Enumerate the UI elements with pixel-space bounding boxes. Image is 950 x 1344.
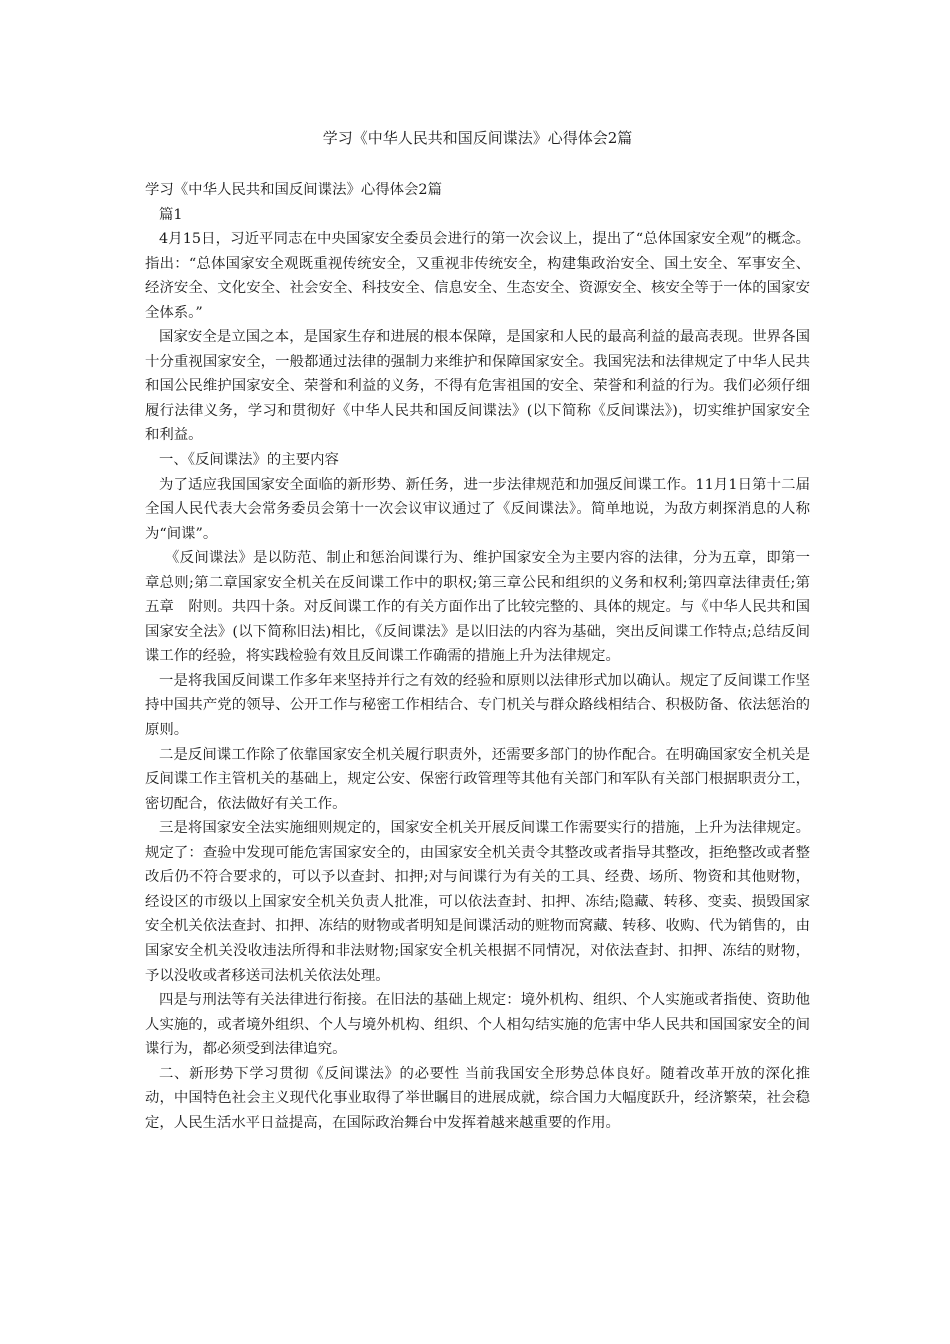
paragraph-6: 二是反间谍工作除了依靠国家安全机关履行职责外，还需要多部门的协作配合。在明确国家安全机关是反间谍工作主管机关的基础上，规定公安、保密行政管理等其他有关部门和军队有关部门根据职责分工，密切配合，依法做好有关工作。 [145, 746, 810, 812]
section-heading-1: 一、《反间谍法》的主要内容 [159, 452, 339, 469]
part-label: 篇1 [159, 206, 183, 223]
document-body [145, 178, 810, 1135]
paragraph-2: 国家安全是立国之本，是国家生存和进展的根本保障，是国家和人民的最高利益的最高表现。世界各国十分重视国家安全，一般都通过法律的强制力来维护和保障国家安全。我国宪法和法律规定了中华人民共和国公民维护国家安全、荣誉和利益的义务，不得有危害祖国的安全、荣誉和利益的行为。我们必须仔细履行法律义务，学习和贯彻好《中华人民共和国反间谍法》(以下简称《反间谍法》)，切实维护国家安全和利益。 [145, 329, 810, 444]
paragraph-9: 二、新形势下学习贯彻《反间谍法》的必要性 当前我国安全形势总体良好。随着改革开放的深化推动，中国特色社会主义现代化事业取得了举世瞩目的进展成就，综合国力大幅度跃升，经济繁荣，社会稳定，人民生活水平日益提高，在国际政治舞台中发挥着越来越重要的作用。 [145, 1065, 810, 1131]
paragraph-3: 为了适应我国国家安全面临的新形势、新任务，进一步法律规范和加强反间谍工作。11月1日第十二届全国人民代表大会常务委员会第十一次会议审议通过了《反间谍法》。简单地说，为敌方刺探消息的人称为“间谍”。 [145, 476, 810, 542]
paragraph-1: 4月15日，习近平同志在中央国家安全委员会进行的第一次会议上，提出了“总体国家安全观”的概念。指出：“总体国家安全观既重视传统安全，又重视非传统安全，构建集政治安全、国土安全、军事安全、经济安全、文化安全、社会安全、科技安全、信息安全、生态安全、资源安全、核安全等于一体的国家安全体系。” [145, 231, 810, 321]
document-title: 学习《中华人民共和国反间谍法》心得体会2篇 [322, 129, 633, 147]
paragraph-7: 三是将国家安全法实施细则规定的，国家安全机关开展反间谍工作需要实行的措施，上升为法律规定。规定了：查验中发现可能危害国家安全的，由国家安全机关责令其整改或者指导其整改，拒绝整改或者整改后仍不符合要求的，可以予以查封、扣押;对与间谍行为有关的工具、经费、场所、物资和其他财物，经设区的市级以上国家安全机关负责人批准，可以依法查封、扣押、冻结;隐藏、转移、变卖、损毁国家安全机关依法查封、扣押、冻结的财物或者明知是间谍活动的赃物而窝藏、转移、收购、代为销售的，由国家安全机关没收违法所得和非法财物;国家安全机关根据不同情况，对依法查封、扣押、冻结的财物，予以没收或者移送司法机关依法处理。 [145, 820, 810, 984]
document-subtitle: 学习《中华人民共和国反间谍法》心得体会2篇 [145, 182, 442, 198]
paragraph-4: 《反间谍法》是以防范、制止和惩治间谍行为、维护国家安全为主要内容的法律，分为五章，即第一章总则;第二章国家安全机关在反间谍工作中的职权;第三章公民和组织的义务和权利;第四章法律责任;第五章 附则。共四十条。对反间谍工作的有关方面作出了比较完整的、具体的规定。与《中华人民共和国国家安全法》(以下简称旧法)相比，《反间谍法》是以旧法的内容为基础，突出反间谍工作特点;总结反间谍工作的经验，将实践检验有效且反间谍工作确需的措施上升为法律规定。 [145, 550, 810, 665]
paragraph-8: 四是与刑法等有关法律进行衔接。在旧法的基础上规定：境外机构、组织、个人实施或者指使、资助他人实施的，或者境外组织、个人与境外机构、组织、个人相勾结实施的危害中华人民共和国国家安全的间谍行为，都必须受到法律追究。 [145, 992, 810, 1058]
paragraph-5: 一是将我国反间谍工作多年来坚持并行之有效的经验和原则以法律形式加以确认。规定了反间谍工作坚持中国共产党的领导、公开工作与秘密工作相结合、专门机关与群众路线相结合、积极防备、依法惩治的原则。 [145, 672, 810, 739]
